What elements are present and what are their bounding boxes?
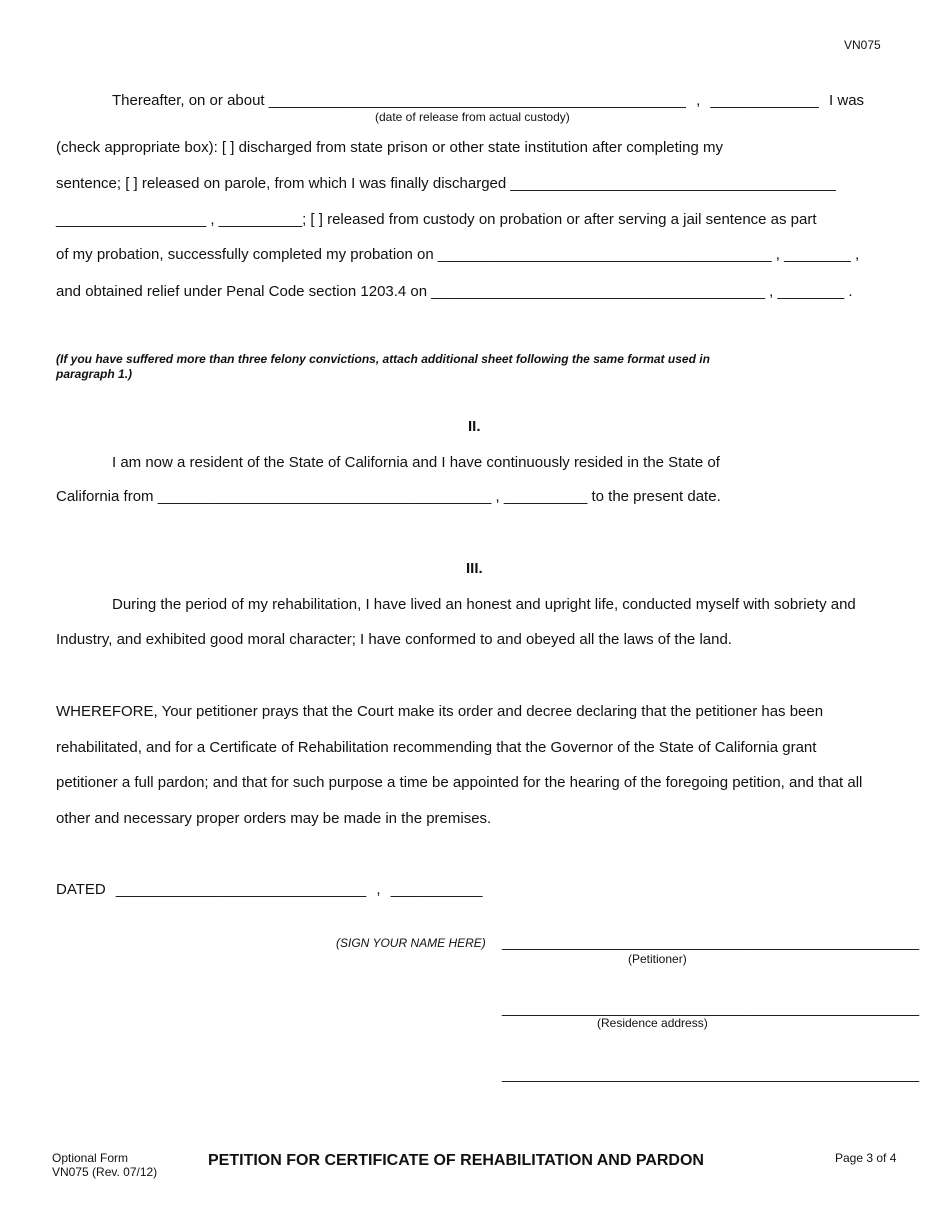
wherefore-line3: petitioner a full pardon; and that for such purpose a time be appointed for the hearing of the foregoing petition, and that all: [56, 774, 863, 791]
signature-line[interactable]: __________________________________________________: [502, 934, 920, 951]
footer-form-rev: VN075 (Rev. 07/12): [52, 1165, 158, 1179]
section1-line6: and obtained relief under Penal Code section 1203.4 on ________________________________________ , ________ .: [56, 283, 853, 300]
section1-line4: __________________ , __________; [ ] released from custody on probation or after serving a jail sentence as part: [56, 211, 817, 228]
date-caption: (date of release from actual custody): [375, 110, 570, 124]
footer-page-number: Page 3 of 4: [835, 1151, 897, 1165]
section1-line2: (check appropriate box): [ ] discharged from state prison or other state institution after completing my: [56, 139, 723, 156]
wherefore-line4: other and necessary proper orders may be made in the premises.: [56, 810, 492, 827]
section2-line1: I am now a resident of the State of California and I have continuously resided in the State of: [112, 454, 720, 471]
footer-title: PETITION FOR CERTIFICATE OF REHABILITATION AND PARDON: [208, 1152, 704, 1169]
sign-label: (SIGN YOUR NAME HERE): [336, 936, 486, 950]
section2-line2: California from ________________________________________ , __________ to the present date.: [56, 488, 721, 505]
wherefore-line1: WHEREFORE, Your petitioner prays that the Court make its order and decree declaring that the petitioner has been: [56, 703, 824, 720]
felony-note: (If you have suffered more than three felony convictions, attach additional sheet following the same format used in paragraph 1.): [56, 352, 710, 381]
line1-end: I was: [829, 92, 865, 109]
section3-line1: During the period of my rehabilitation, I have lived an honest and upright life, conducted myself with sobriety and: [112, 596, 856, 613]
dated-date-blank[interactable]: ______________________________: [115, 881, 367, 898]
residence-caption: (Residence address): [597, 1016, 708, 1030]
section1-line3: sentence; [ ] released on parole, from which I was finally discharged _______________________________________: [56, 175, 836, 192]
dated-row: [56, 881, 482, 898]
residence-line-2[interactable]: __________________________________________________: [502, 1066, 920, 1083]
line1-start: Thereafter, on or about: [112, 92, 265, 109]
wherefore-line2: rehabilitated, and for a Certificate of Rehabilitation recommending that the Governor of the State of California grant: [56, 739, 817, 756]
dated-year-blank[interactable]: ___________: [390, 881, 483, 898]
petitioner-caption: (Petitioner): [628, 952, 687, 966]
footer-optional-form: Optional Form: [52, 1151, 129, 1165]
dated-label: DATED: [56, 881, 106, 898]
comma: ,: [696, 92, 701, 109]
release-date-blank[interactable]: __________________________________________________: [268, 92, 686, 109]
section2-heading: II.: [468, 418, 481, 435]
form-code-top: VN075: [844, 38, 881, 52]
residence-line[interactable]: __________________________________________________: [502, 1000, 920, 1017]
section1-line1: [112, 92, 864, 109]
dated-comma: ,: [376, 881, 381, 898]
section1-line5: of my probation, successfully completed my probation on ________________________________________ , ________ ,: [56, 246, 860, 263]
section3-heading: III.: [466, 560, 483, 577]
release-year-blank[interactable]: _____________: [710, 92, 819, 109]
section3-line2: Industry, and exhibited good moral character; I have conformed to and obeyed all the laws of the land.: [56, 631, 732, 648]
